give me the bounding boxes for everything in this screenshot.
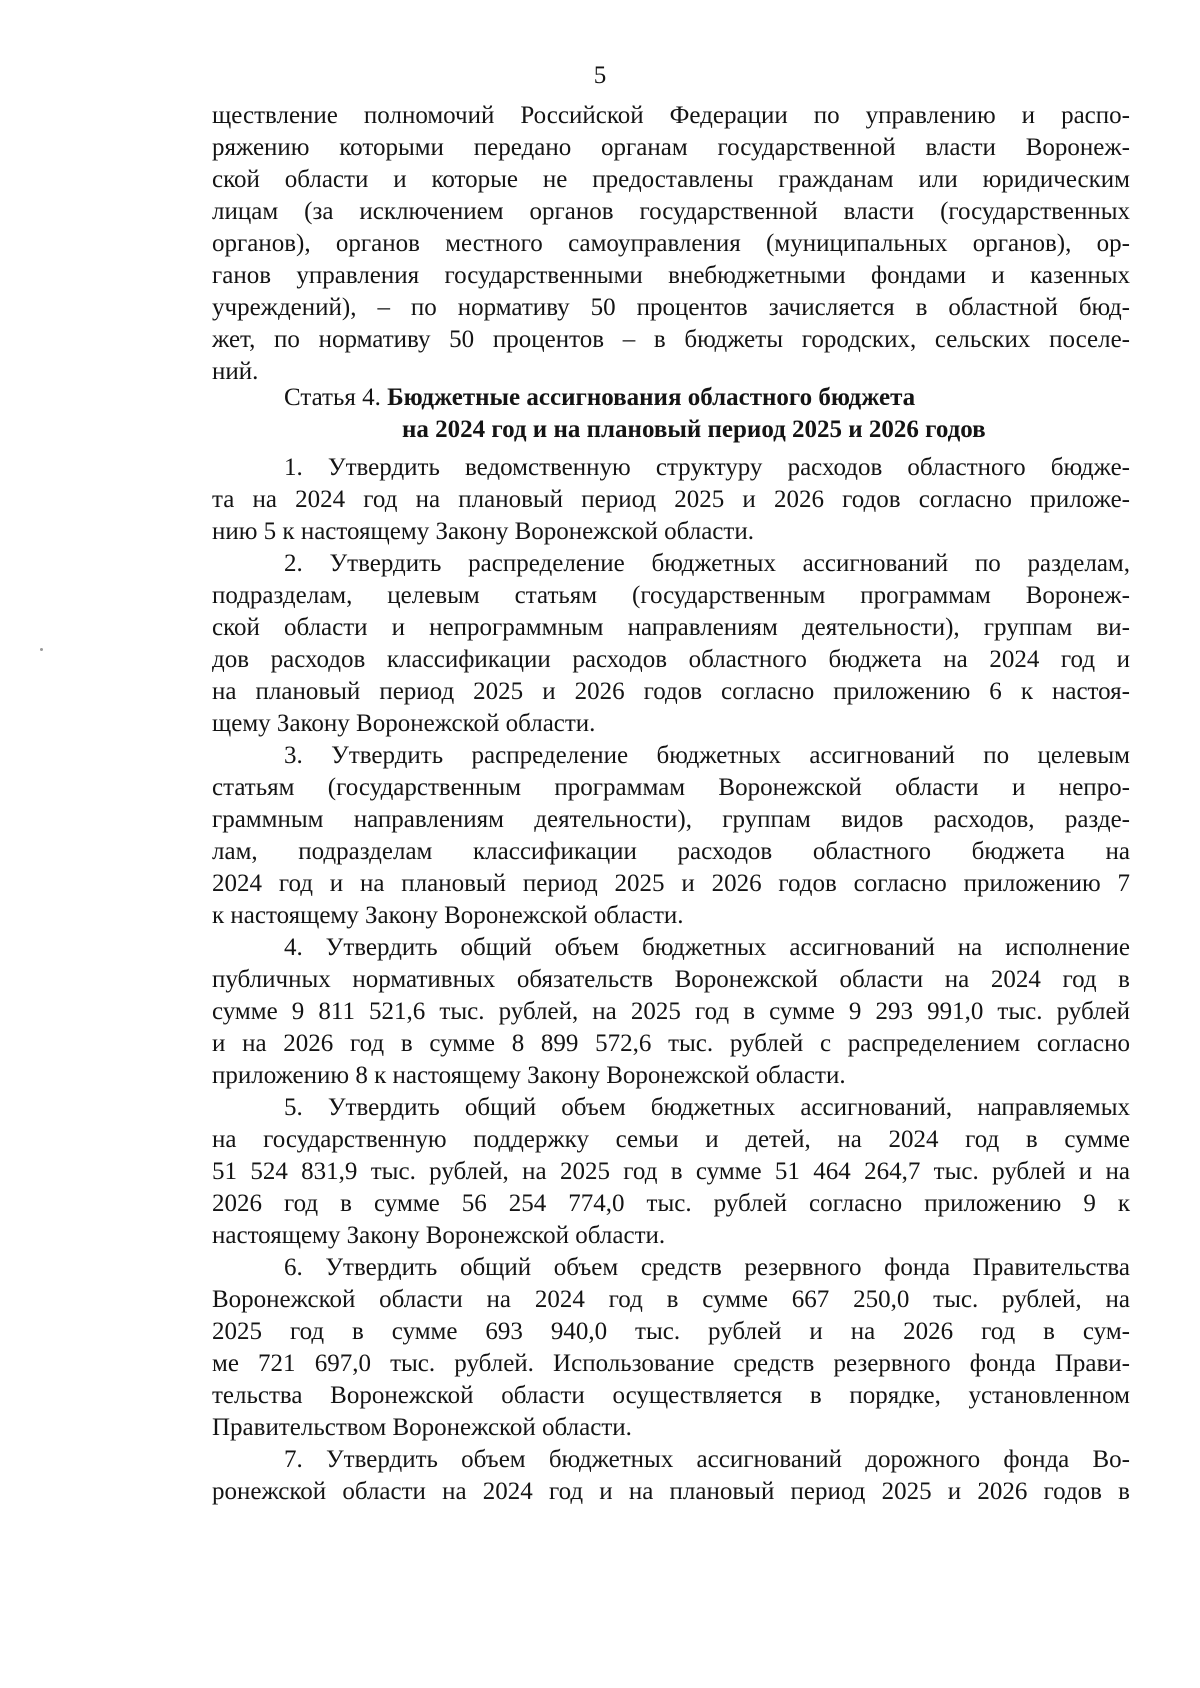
paragraph-6 xyxy=(212,1252,1130,1444)
paragraph-4 xyxy=(212,932,1130,1092)
text-line: статьям (государственным программам Воронежской области и непро- xyxy=(212,774,1130,801)
text-line: на государственную поддержку семьи и детей, на 2024 год в сумме xyxy=(212,1126,1130,1153)
text-line: нию 5 к настоящему Закону Воронежской области. xyxy=(212,518,754,545)
text-line: граммным направлениям деятельности), группам видов расходов, разде- xyxy=(212,806,1130,833)
text-line: 51 524 831,9 тыс. рублей, на 2025 год в сумме 51 464 264,7 тыс. рублей и на xyxy=(212,1158,1130,1185)
text-line: публичных нормативных обязательств Воронежской области на 2024 год в xyxy=(212,966,1130,993)
article-heading xyxy=(0,382,1200,446)
paragraph-5 xyxy=(212,1092,1130,1252)
paragraph-7 xyxy=(212,1444,1130,1508)
text-line: щему Закону Воронежской области. xyxy=(212,710,596,737)
text-line: учреждений), – по нормативу 50 процентов зачисляется в областной бюд- xyxy=(212,294,1130,321)
text-line: ганов управления государственными внебюджетными фондами и казенных xyxy=(212,262,1130,289)
text-line: тельства Воронежской области осуществляется в порядке, установленном xyxy=(212,1382,1130,1409)
text-line: та на 2024 год на плановый период 2025 и 2026 годов согласно приложе- xyxy=(212,486,1130,513)
text-line: Правительством Воронежской области. xyxy=(212,1414,632,1441)
text-line: 4. Утвердить общий объем бюджетных ассигнований на исполнение xyxy=(284,934,1130,961)
text-line: ряжению которыми передано органам государственной власти Воронеж- xyxy=(212,134,1130,161)
paragraph-3 xyxy=(212,740,1130,932)
text-line: Воронежской области на 2024 год в сумме 667 250,0 тыс. рублей, на xyxy=(212,1286,1130,1313)
text-line: 6. Утвердить общий объем средств резервного фонда Правительства xyxy=(284,1254,1130,1281)
text-line: органов), органов местного самоуправления (муниципальных органов), ор- xyxy=(212,230,1130,257)
text-line: ронежской области на 2024 год и на плановый период 2025 и 2026 годов в xyxy=(212,1478,1130,1505)
text-line: 3. Утвердить распределение бюджетных ассигнований по целевым xyxy=(284,742,1130,769)
text-line: жет, по нормативу 50 процентов – в бюджеты городских, сельских поселе- xyxy=(212,326,1130,353)
text-line: лицам (за исключением органов государственной власти (государственных xyxy=(212,198,1130,225)
paragraph-2 xyxy=(212,548,1130,740)
page-number: 5 xyxy=(593,62,607,89)
text-line: ществление полномочий Российской Федерации по управлению и распо- xyxy=(212,102,1130,129)
text-line: 2. Утвердить распределение бюджетных ассигнований по разделам, xyxy=(284,550,1130,577)
article-title-part-2: на 2024 год и на плановый период 2025 и 2026 годов xyxy=(402,416,986,443)
text-line: к настоящему Закону Воронежской области. xyxy=(212,902,684,929)
text-line: и на 2026 год в сумме 8 899 572,6 тыс. рублей с распределением согласно xyxy=(212,1030,1130,1057)
text-line: ской области и которые не предоставлены гражданам или юридическим xyxy=(212,166,1130,193)
article-label: Статья 4. xyxy=(284,384,388,411)
article-heading-line-1 xyxy=(0,382,1200,414)
text-line: дов расходов классификации расходов областного бюджета на 2024 год и xyxy=(212,646,1130,673)
text-line: ской области и непрограммным направлениям деятельности), группам ви- xyxy=(212,614,1130,641)
text-line: приложению 8 к настоящему Закону Воронежской области. xyxy=(212,1062,846,1089)
text-line: ме 721 697,0 тыс. рублей. Использование средств резервного фонда Прави- xyxy=(212,1350,1130,1377)
article-title-part-1: Бюджетные ассигнования областного бюджета xyxy=(387,384,916,411)
text-line: лам, подразделам классификации расходов областного бюджета на xyxy=(212,838,1130,865)
scan-speck xyxy=(40,648,43,651)
text-line: подразделам, целевым статьям (государственным программам Воронеж- xyxy=(212,582,1130,609)
text-line: настоящему Закону Воронежской области. xyxy=(212,1222,666,1249)
text-line: 5. Утвердить общий объем бюджетных ассигнований, направляемых xyxy=(284,1094,1130,1121)
text-line: 2026 год в сумме 56 254 774,0 тыс. рублей согласно приложению 9 к xyxy=(212,1190,1130,1217)
text-line: на плановый период 2025 и 2026 годов согласно приложению 6 к настоя- xyxy=(212,678,1130,705)
intro-paragraph xyxy=(212,100,1130,388)
text-line: 7. Утвердить объем бюджетных ассигнований дорожного фонда Во- xyxy=(284,1446,1130,1473)
text-line: 2024 год и на плановый период 2025 и 2026 годов согласно приложению 7 xyxy=(212,870,1130,897)
text-line: сумме 9 811 521,6 тыс. рублей, на 2025 год в сумме 9 293 991,0 тыс. рублей xyxy=(212,998,1130,1025)
text-line: 2025 год в сумме 693 940,0 тыс. рублей и на 2026 год в сум- xyxy=(212,1318,1130,1345)
text-line: 1. Утвердить ведомственную структуру расходов областного бюдже- xyxy=(284,454,1130,481)
text-line: ний. xyxy=(212,358,259,385)
paragraph-1 xyxy=(212,452,1130,548)
